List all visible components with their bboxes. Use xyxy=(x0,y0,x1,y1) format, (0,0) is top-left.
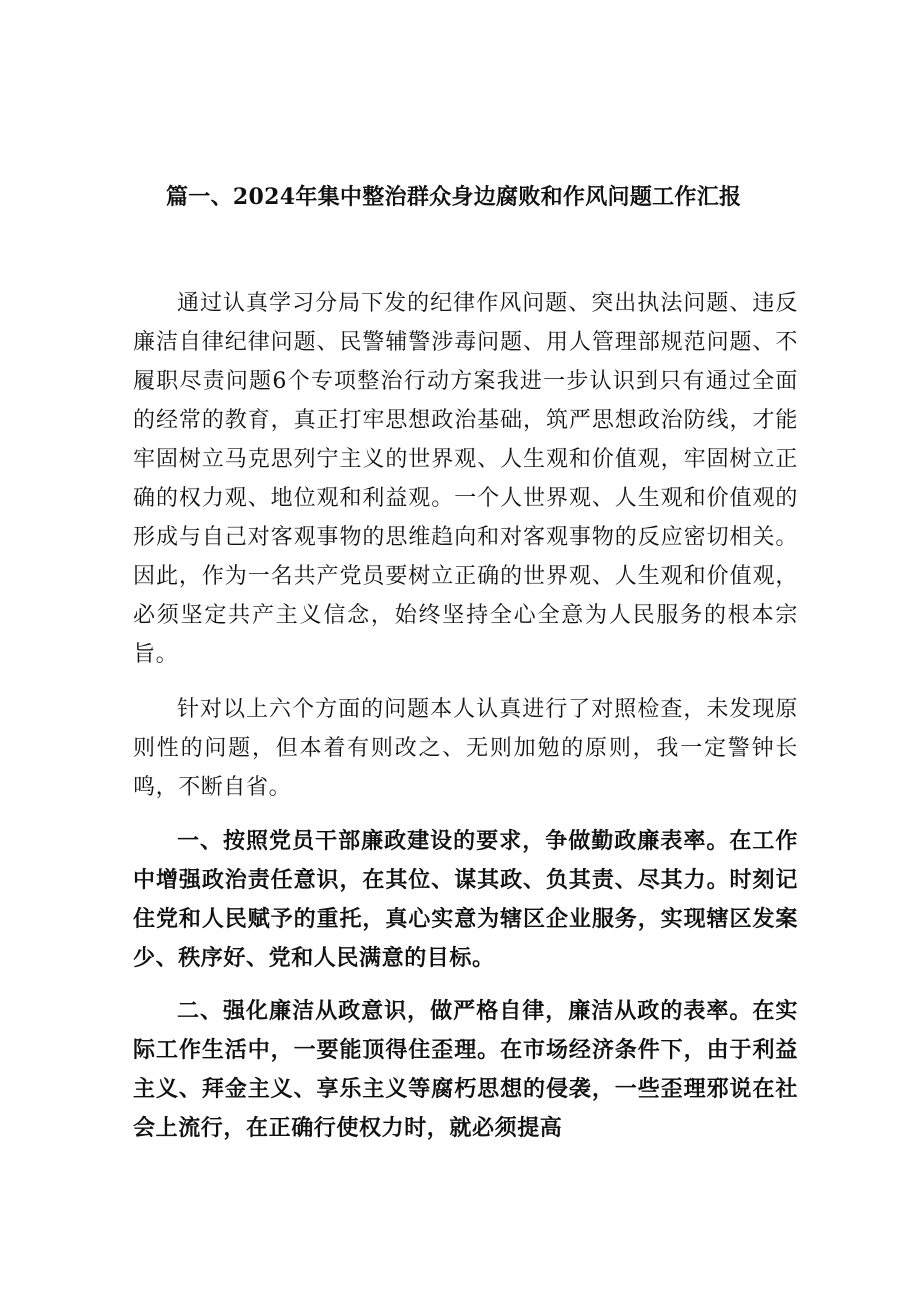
paragraph-point-two: 二、强化廉洁从政意识，做严格自律，廉洁从政的表率。在实际工作生活中，一要能顶得住歪理。在市场经济条件下，由于利益主义、拜金主义、享乐主义等腐朽思想的侵袭，一些歪理邪说在社会上流行，在正确行使权力时，就必须提高 xyxy=(133,998,798,1141)
document-title: 篇一、2024年集中整治群众身边腐败和作风问题工作汇报 xyxy=(166,184,742,210)
paragraph-intro: 通过认真学习分局下发的纪律作风问题、突出执法问题、违反廉洁自律纪律问题、民警辅警涉毒问题、用人管理部规范问题、不履职尽责问题6个专项整治行动方案我进一步认识到只有通过全面的经常的教育，真正打牢思想政治基础，筑严思想政治防线，才能牢固树立马克思列宁主义的世界观、人生观和价值观，牢固树立正确的权力观、地位观和利益观。一个人世界观、人生观和价值观的形成与自己对客观事物的思维趋向和对客观事物的反应密切相关。因此，作为一名共产党员要树立正确的世界观、人生观和价值观，必须坚定共产主义信念，始终坚持全心全意为人民服务的根本宗旨。 xyxy=(133,291,798,667)
document-body xyxy=(133,284,798,1148)
paragraph-self-check: 针对以上六个方面的问题本人认真进行了对照检查，未发现原则性的问题，但本着有则改之、无则加勉的原则，我一定警钟长鸣，不断自省。 xyxy=(133,697,798,800)
paragraph-point-one: 一、按照党员干部廉政建设的要求，争做勤政廉表率。在工作中增强政治责任意识，在其位、谋其政、负其责、尽其力。时刻记住党和人民赋予的重托，真心实意为辖区企业服务，实现辖区发案少、秩序好、党和人民满意的目标。 xyxy=(133,828,798,971)
